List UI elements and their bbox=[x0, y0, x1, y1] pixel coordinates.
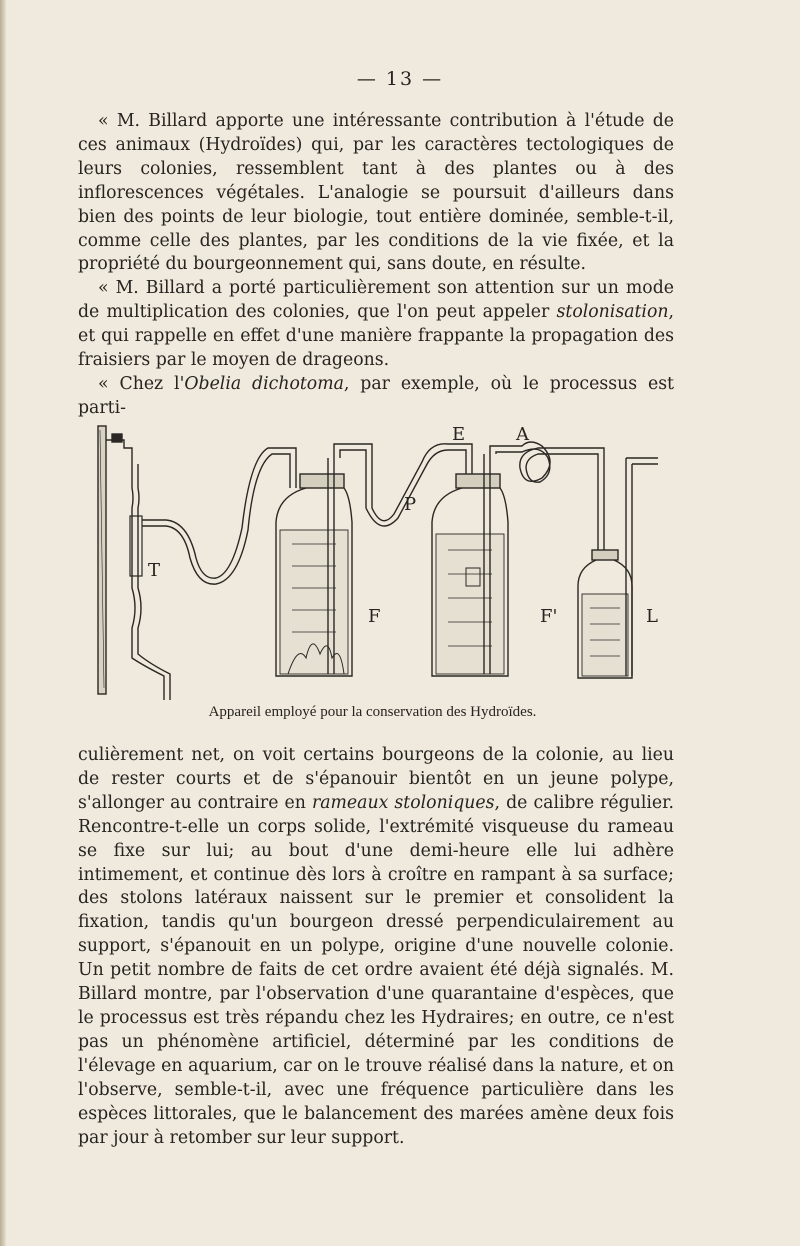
text-run: « M. Billard apporte une intéressante contribution à l'étude de ces animaux (Hydroïdes) qui, par les caractères tectologiques de leurs colonies, ressemblent tant à des plantes ou à des inflorescences végétales. L'analogie se poursuit d'ailleurs dans bien des points de leur biologie, tout entière dominée, semble-t-il, comme celle des plantes, par les conditions de la vie fixée, et la propriété du bourgeonnement qui, sans doute, en résulte. bbox=[78, 111, 674, 275]
label-a: A bbox=[516, 424, 529, 445]
label-f-prime: F' bbox=[540, 606, 558, 627]
bottle-l bbox=[578, 458, 658, 678]
tap bbox=[106, 440, 132, 464]
bottle-f bbox=[276, 458, 352, 676]
tube-a bbox=[490, 442, 604, 558]
text-run: , par exemple, où le processus est parti- bbox=[78, 373, 675, 418]
label-l: L bbox=[646, 606, 658, 627]
figure-caption: Appareil employé pour la conservation des Hydroïdes. bbox=[208, 704, 537, 720]
text-run: « Chez l' bbox=[98, 373, 185, 394]
italic-term: Obelia dichotoma bbox=[184, 373, 344, 394]
paragraph bbox=[78, 110, 674, 277]
bottle-f-prime bbox=[432, 454, 508, 676]
label-t: T bbox=[148, 560, 161, 581]
text-block-bottom bbox=[78, 744, 674, 1150]
page-number: — 13 — bbox=[356, 68, 444, 90]
paragraph bbox=[78, 744, 674, 1150]
italic-term: stolonisation bbox=[556, 302, 669, 323]
italic-term: rameaux stoloniques bbox=[311, 792, 495, 813]
tube-t bbox=[132, 464, 164, 700]
page-binding-edge bbox=[0, 0, 6, 1246]
text-block-top bbox=[78, 110, 674, 421]
apparatus-figure bbox=[92, 418, 672, 706]
text-run: « M. Billard a porté particulièrement son attention sur un mode de multiplication des colonies, que l'on peut appeler bbox=[78, 278, 674, 323]
siphon-tube bbox=[142, 448, 296, 578]
label-e: E bbox=[452, 424, 466, 445]
text-run: , et qui rappelle en effet d'une manière frappante la propagation des fraisiers par le moyen de drageons. bbox=[78, 302, 674, 371]
apparatus-illustration bbox=[92, 418, 672, 706]
text-run: , de calibre régulier. Rencontre-t-elle un corps solide, l'extrémité visqueuse du rameau se fixe sur lui; au bout d'une demi-heure elle lui adhère intimement, et continue dès lors à croître en rampant à sa surface; des stolons latéraux naissent sur le premier et consolident la fixation, tandis qu'un bourgeon dressé perpendiculairement au support, s'épanouit en un polype, origine d'une nouvelle colonie. Un petit nombre de faits de cet ordre avaient été déjà signalés. M. Billard montre, par l'observation d'une quarantaine d'espèces, que le processus est très répandu chez les Hydraires; en outre, ce n'est pas un phénomène artificiel, déterminé par les conditions de l'élevage en aquarium, car on le trouve réalisé dans la nature, et on l'observe, semble-t-il, avec une fréquence particulière dans les espèces littorales, que le balancement des marées amène deux fois par jour à retomber sur leur support. bbox=[78, 792, 674, 1148]
paragraph bbox=[78, 277, 674, 373]
text-run: culièrement net, on voit certains bourgeons de la colonie, au lieu de rester courts et de s'épanouir bientôt en un jeune polype, s'allonger au contraire en bbox=[78, 745, 674, 813]
label-f: F bbox=[368, 606, 381, 627]
paragraph bbox=[78, 373, 674, 421]
label-p: P bbox=[404, 494, 417, 515]
